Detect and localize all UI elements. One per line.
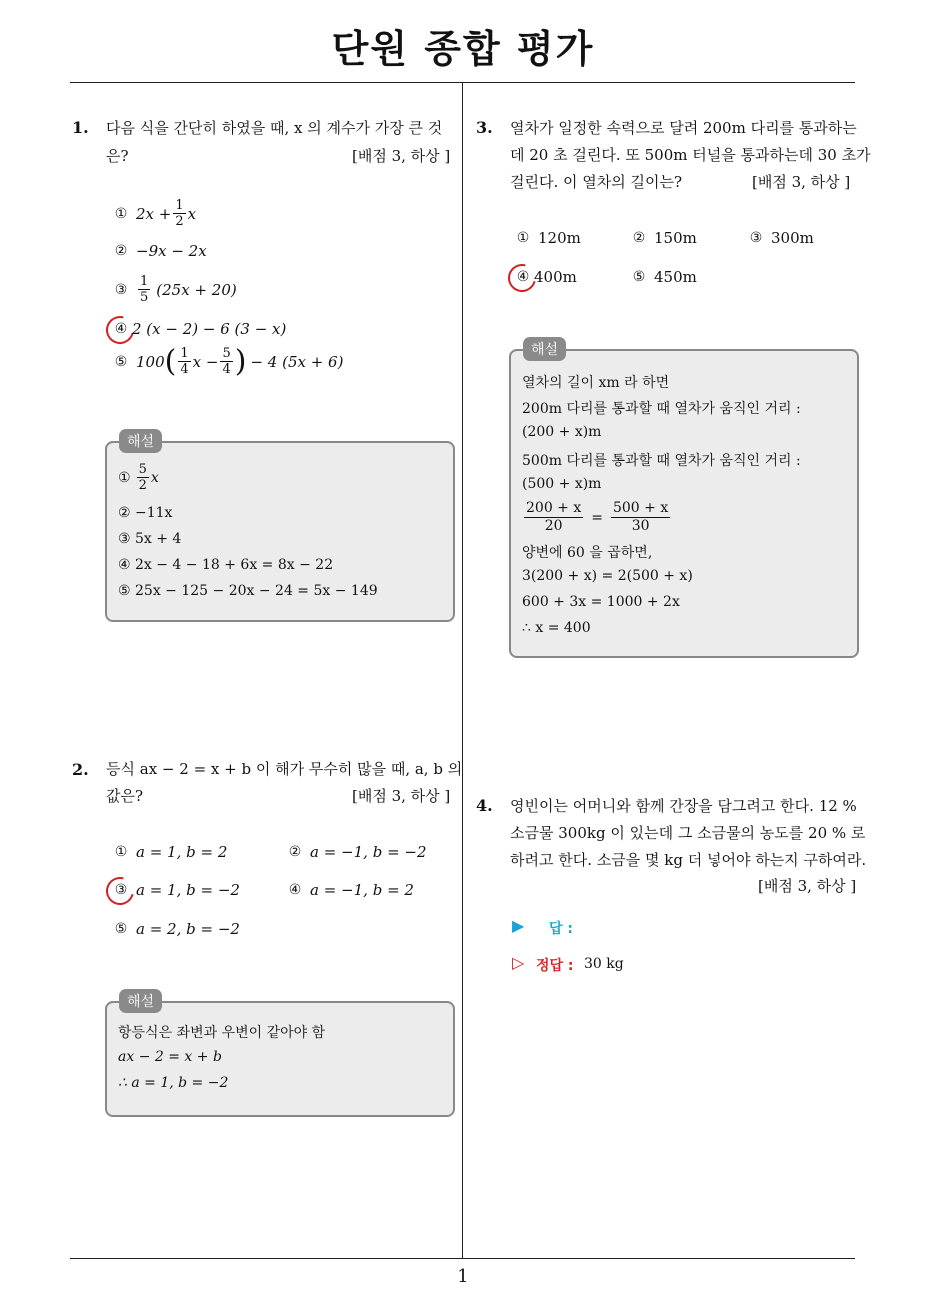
solution-line: ∴ a = 1, b = −2 — [118, 1075, 229, 1091]
question-text-line: 하려고 한다. 소금을 몇 kg 더 넣어야 하는지 구하여라. — [510, 851, 867, 869]
choice-4[interactable] — [110, 320, 286, 338]
choice-3[interactable] — [110, 881, 240, 899]
choice-mark: ③ — [114, 281, 128, 298]
question-text-line: 열차가 일정한 속력으로 달려 200m 다리를 통과하는 — [510, 119, 857, 137]
choice-text: x — [187, 204, 197, 223]
choice-text: x − — [192, 352, 219, 371]
solution-tag: 해설 — [523, 337, 566, 361]
column-divider — [462, 83, 463, 1259]
fraction: $\frac{5}{4}$ — [222, 346, 231, 377]
solution-line: ③ 5x + 4 — [118, 531, 182, 547]
solution-line: (200 + x)m — [522, 424, 602, 440]
choice-text: 450m — [654, 268, 697, 286]
page-title: 단원 종합 평가 — [331, 27, 595, 71]
correct-answer-label: 정답 : — [536, 958, 574, 974]
question-text-line: 데 20 초 걸린다. 또 500m 터널을 통과하는데 30 초가 — [510, 146, 871, 164]
choice-mark: ⑤ — [632, 269, 646, 285]
bottom-divider — [70, 1258, 855, 1259]
choice-text: 100 — [136, 352, 165, 371]
solution-line: ∴ x = 400 — [522, 620, 591, 636]
choice-5[interactable] — [110, 920, 240, 938]
choice-4[interactable] — [284, 881, 414, 899]
choice-text: a = −1, b = 2 — [310, 881, 414, 899]
solution-tag: 해설 — [119, 989, 162, 1013]
choice-3[interactable] — [110, 274, 237, 305]
choice-text: a = 1, b = 2 — [136, 843, 228, 861]
question-text-line: 걸린다. 이 열차의 길이는? — [510, 173, 683, 191]
choice-text: a = 1, b = −2 — [136, 881, 240, 899]
choice-mark: ① — [516, 230, 530, 246]
solution-line: 양변에 60 을 곱하면, — [522, 545, 653, 561]
solution-line: 500m 다리를 통과할 때 열차가 움직인 거리 : — [522, 453, 801, 469]
choice-text: a = 2, b = −2 — [136, 920, 240, 938]
choice-text: 120m — [538, 229, 581, 247]
choice-mark: ① — [114, 205, 128, 222]
solution-equation: $\frac{200 + x}{20}$ = $\frac{500 + x}{30}$ — [526, 500, 669, 534]
solution-tag: 해설 — [119, 429, 162, 453]
solution-line: 열차의 길이 xm 라 하면 — [522, 375, 670, 391]
choice-text: −9x − 2x — [136, 242, 207, 260]
choice-2[interactable] — [110, 242, 207, 260]
play-icon: ▶ — [512, 916, 525, 935]
choice-text: 400m — [534, 268, 577, 286]
choice-mark: ③ — [114, 882, 128, 898]
question-text-line: 다음 식을 간단히 하였을 때, x 의 계수가 가장 큰 것 — [106, 119, 443, 137]
choice-text: 150m — [654, 229, 697, 247]
choice-mark: ② — [288, 844, 302, 860]
choice-4[interactable] — [512, 268, 577, 286]
question-text-line: 소금물 300kg 이 있는데 그 소금물의 농도를 20 % 로 — [510, 824, 866, 842]
question-text-line: 등식 ax − 2 = x + b 이 해가 무수히 많을 때, a, b 의 — [106, 760, 463, 778]
score-label: [배점 3, 하상 ] — [752, 173, 851, 191]
choice-2[interactable] — [628, 229, 697, 247]
solution-line: ⑤ 25x − 125 − 20x − 24 = 5x − 149 — [118, 583, 378, 599]
score-label: [배점 3, 하상 ] — [758, 877, 857, 895]
choice-mark: ① — [114, 844, 128, 860]
question-text-line: 영빈이는 어머니와 함께 간장을 담그려고 한다. 12 % — [510, 797, 857, 815]
fraction: $\frac{1}{5}$ — [140, 274, 149, 305]
score-label: [배점 3, 하상 ] — [352, 147, 451, 165]
choice-text: (25x + 20) — [156, 280, 237, 299]
solution-line: ④ 2x − 4 − 18 + 6x = 8x − 22 — [118, 557, 334, 573]
choice-5[interactable]: ⑤ 100 ( $\frac{1}{4}$ x − $\frac{5}{4}$ ) − 4 (5x + 6) — [110, 346, 343, 377]
answer-label: 답 : — [549, 921, 573, 937]
choice-mark: ④ — [516, 269, 530, 285]
choice-1[interactable] — [110, 843, 227, 861]
choice-mark: ④ — [114, 321, 128, 337]
question-number: 2. — [72, 760, 89, 779]
question-text-line: 값은? — [106, 787, 144, 805]
choice-text: a = −1, b = −2 — [310, 843, 427, 861]
page-number: 1 — [457, 1266, 469, 1287]
choice-mark: ⑤ — [114, 353, 128, 370]
choice-1[interactable] — [512, 229, 581, 247]
solution-line: ② −11x — [118, 505, 173, 521]
correct-answer-value: 30 kg — [584, 956, 624, 972]
solution-line: 3(200 + x) = 2(500 + x) — [522, 568, 693, 584]
choice-text: 2 (x − 2) − 6 (3 − x) — [132, 320, 287, 338]
question-number: 4. — [476, 796, 493, 815]
question-number: 1. — [72, 118, 89, 137]
choice-mark: ④ — [288, 882, 302, 898]
solution-line: ax − 2 = x + b — [118, 1049, 222, 1065]
solution-line: 200m 다리를 통과할 때 열차가 움직인 거리 : — [522, 401, 801, 417]
choice-text: 300m — [771, 229, 814, 247]
solution-line: ① $\frac{5}{2}$ x — [118, 462, 159, 493]
choice-text: − 4 (5x + 6) — [250, 352, 344, 371]
question-text-line: 은? — [106, 147, 129, 165]
solution-line: 600 + 3x = 1000 + 2x — [522, 594, 680, 610]
choice-text: 2x + — [136, 204, 172, 223]
score-label: [배점 3, 하상 ] — [352, 787, 451, 805]
choice-mark: ⑤ — [114, 921, 128, 937]
fraction: $\frac{1}{2}$ — [175, 198, 184, 229]
choice-1[interactable] — [110, 198, 196, 229]
fraction: $\frac{1}{4}$ — [180, 346, 189, 377]
choice-3[interactable] — [745, 229, 814, 247]
choice-2[interactable] — [284, 843, 427, 861]
solution-line: (500 + x)m — [522, 476, 602, 492]
question-number: 3. — [476, 118, 493, 137]
choice-mark: ② — [114, 243, 128, 259]
choice-5[interactable] — [628, 268, 697, 286]
choice-mark: ③ — [749, 230, 763, 246]
choice-mark: ② — [632, 230, 646, 246]
solution-line: 항등식은 좌변과 우변이 같아야 함 — [118, 1025, 326, 1041]
play-outline-icon: ▷ — [512, 953, 525, 972]
